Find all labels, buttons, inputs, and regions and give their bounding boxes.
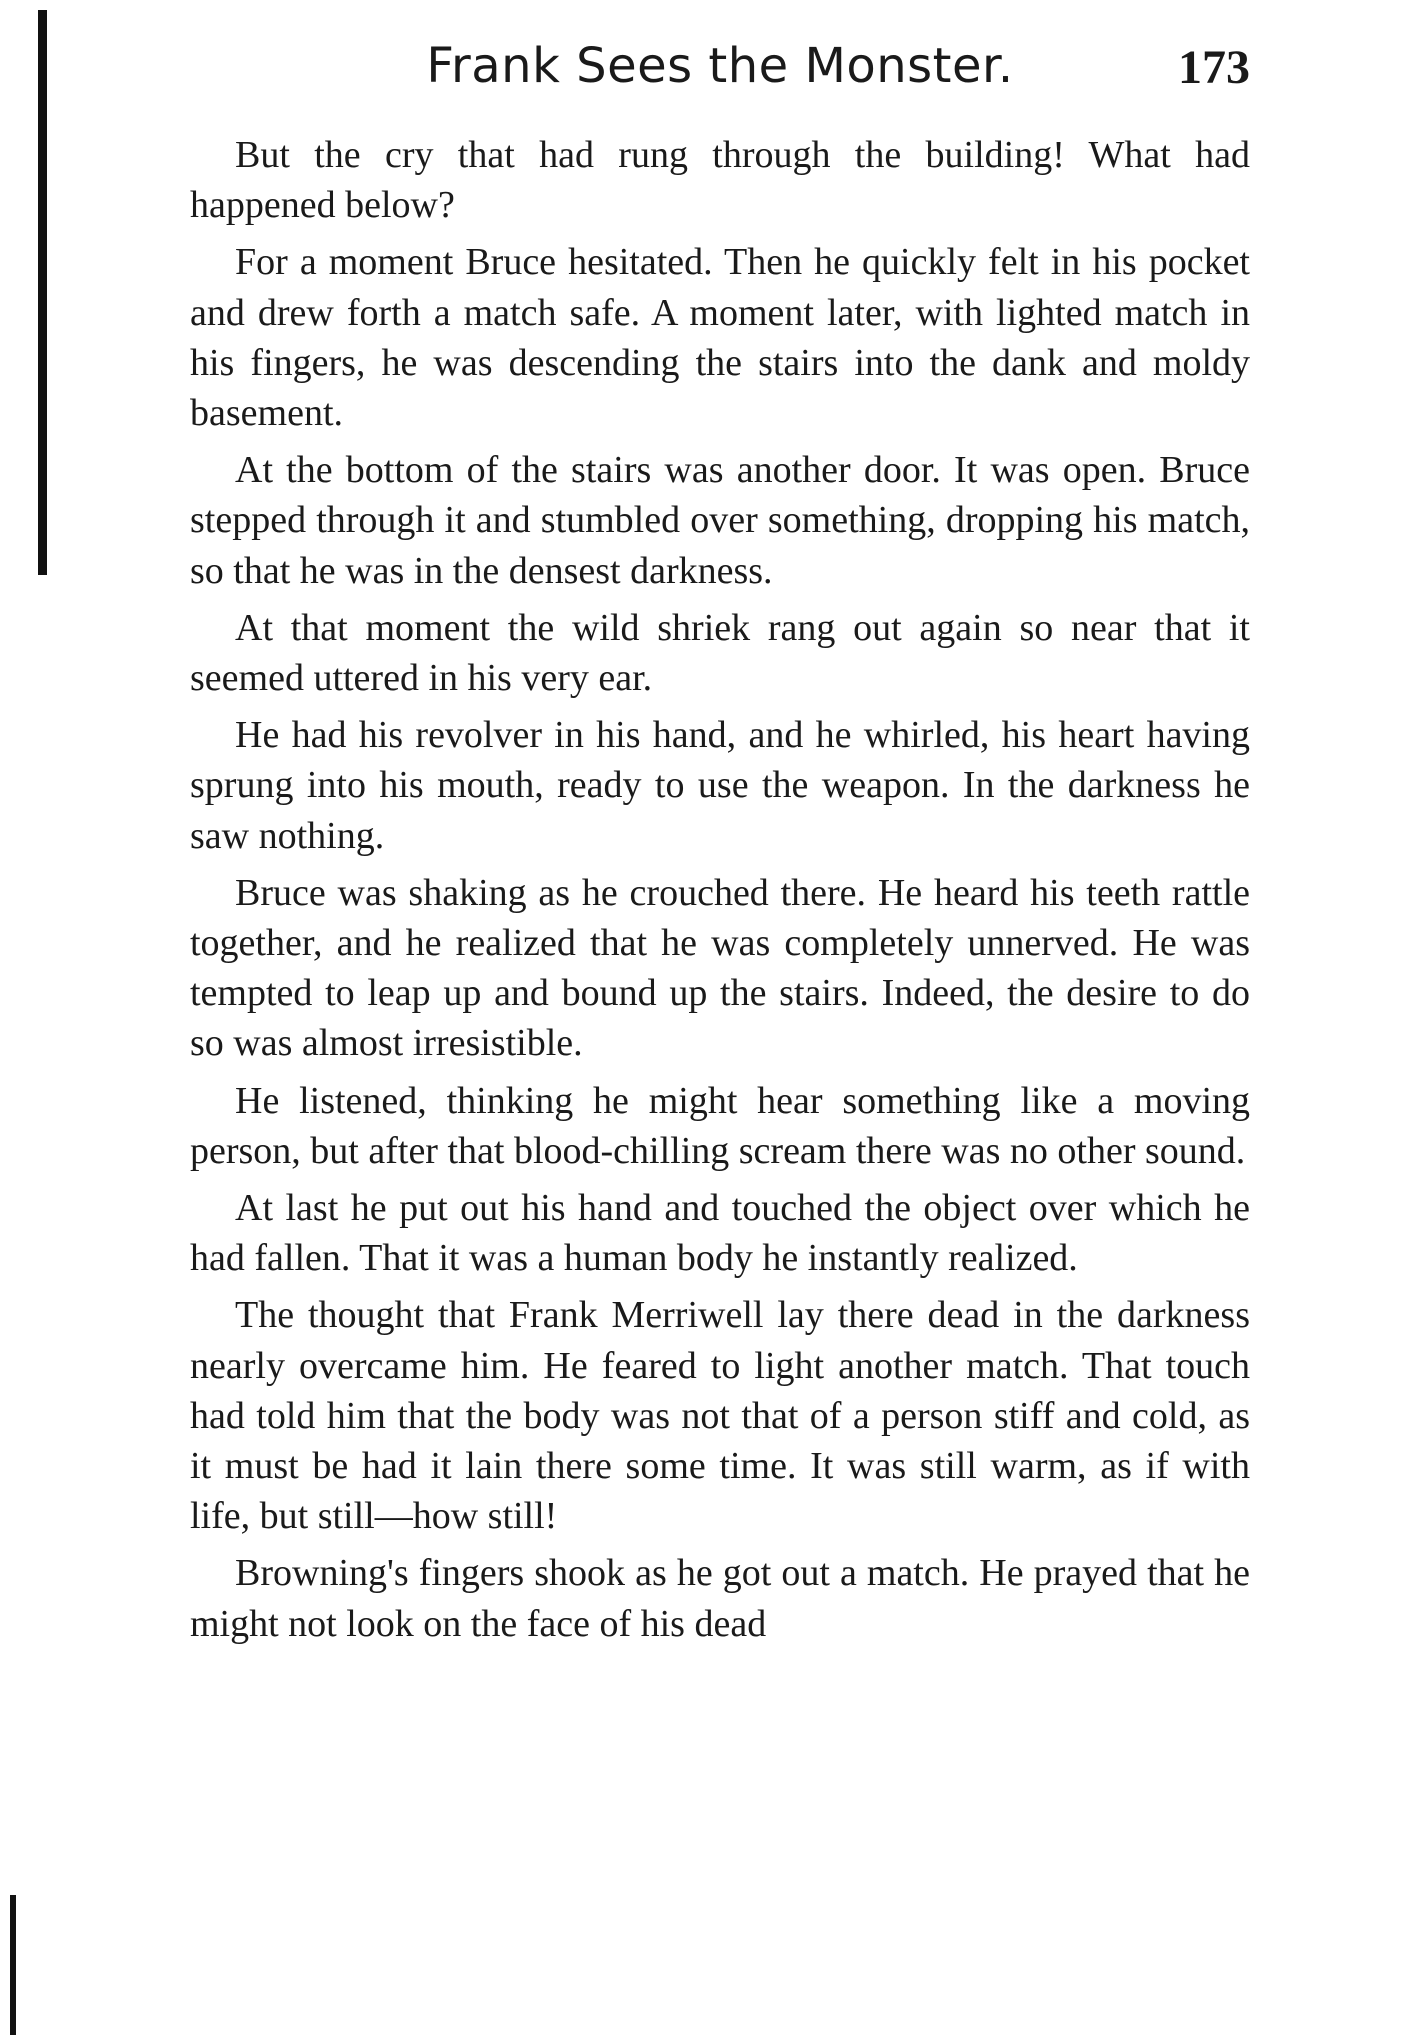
- paragraph: He had his revolver in his hand, and he whirled, his heart having sprung into his mouth, ready to use the weapon. In the darkness he saw nothing.: [190, 714, 1250, 857]
- paragraph: At last he put out his hand and touched the object over which he had fallen. That it was a human body he instantly realized.: [190, 1187, 1250, 1280]
- page-body: [190, 130, 1250, 1656]
- paragraph: At that moment the wild shriek rang out again so near that it seemed uttered in his very ear.: [190, 606, 1250, 700]
- paragraph: For a moment Bruce hesitated. Then he quickly felt in his pocket and drew forth a match safe. A moment later, with lighted match in his fingers, he was descending the stairs into the dank and moldy basement.: [190, 241, 1250, 435]
- paragraph: Browning's fingers shook as he got out a match. He prayed that he might not look on the face of his dead: [190, 1552, 1250, 1645]
- page-title: Frank Sees the Monster.: [426, 38, 1014, 94]
- scan-margin-mark: [38, 10, 47, 575]
- paragraph: But the cry that had rung through the building! What had happened below?: [190, 134, 1250, 227]
- paragraph: At the bottom of the stairs was another door. It was open. Bruce stepped through it and stumbled over something, dropping his match, so that he was in the densest darkness.: [190, 449, 1250, 592]
- scan-margin-mark: [10, 1895, 16, 2035]
- paragraph: He listened, thinking he might hear something like a moving person, but after that blood-chilling scream there was no other sound.: [190, 1079, 1250, 1172]
- page-number: 173: [1178, 41, 1250, 94]
- running-header: [190, 38, 1250, 108]
- paragraph: The thought that Frank Merriwell lay there dead in the darkness nearly overcame him. He feared to light another match. That touch had told him that the body was not that of a person stiff and cold, as it must be had it lain there some time. It was still warm, as if with life, but still—how still!: [190, 1294, 1250, 1538]
- paragraph: Bruce was shaking as he crouched there. He heard his teeth rattle together, and he realized that he was completely unnerved. He was tempted to leap up and bound up the stairs. Indeed, the desire to do so was almost irresistible.: [190, 871, 1250, 1065]
